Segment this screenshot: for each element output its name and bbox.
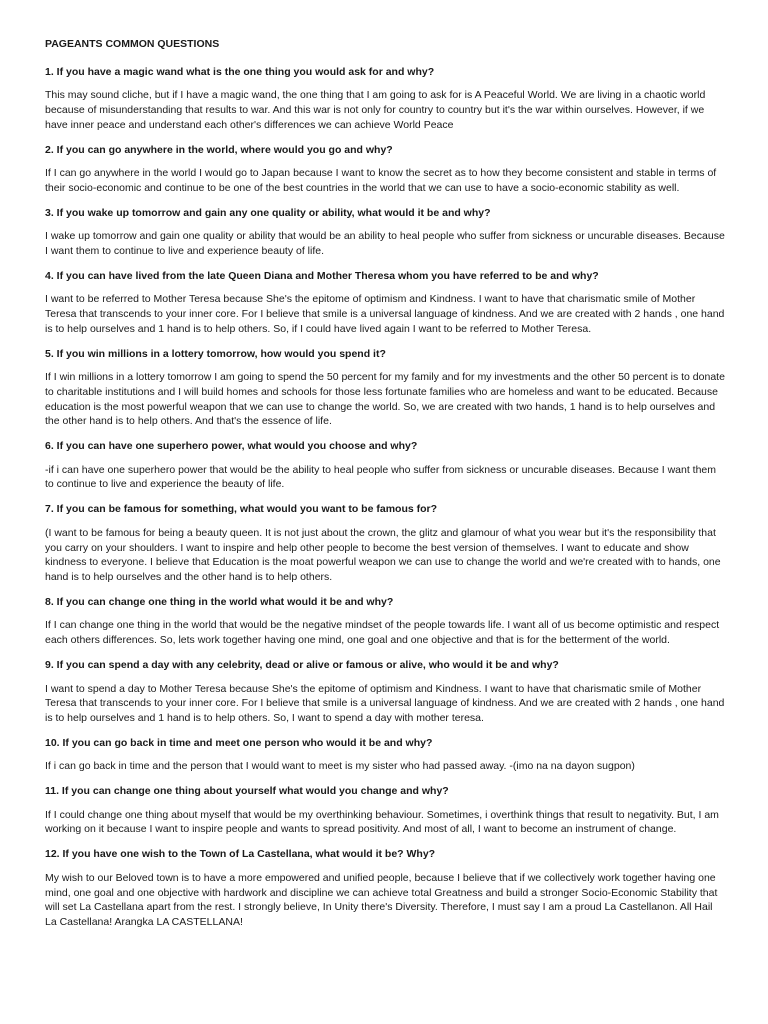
qa-item [45,143,725,196]
answer-text: If i can go back in time and the person that I would want to meet is my sister who had passed away. -(imo na na dayon sugpon) [45,760,635,773]
answer-text: If I could change one thing about myself that would be my overthinking behaviour. Sometimes, i overthink things that result to negativity. But, I am working on it because I want to inspire people and wants to spread positivity. And most of all, I want to become an instrument of change. [45,808,719,836]
question-text: 1. If you have a magic wand what is the one thing you would ask for and why? [45,65,435,78]
qa-item [45,502,725,585]
answer-text: If I can change one thing in the world that would be the negative mindset of the people towards life. I want all of us become optimistic and respect each others differences. So, lets work together having one mind, one goal and one objective and that is for the betterment of the world. [45,619,720,647]
document-page [45,37,725,940]
answer-text: -if i can have one superhero power that would be the ability to heal people who suffer from sickness or uncurable diseases. Because I want them to continue to live and experience the beauty of life. [45,463,717,491]
document-title: PAGEANTS COMMON QUESTIONS [45,38,220,50]
question-text: 7. If you can be famous for something, what would you want to be famous for? [45,503,438,516]
qa-item [45,347,725,430]
answer-text: I want to be referred to Mother Teresa because She's the epitome of optimism and Kindness. I want to have that charismatic smile of Mother Teresa that transcends to your inner core. For I believe that smile is a universal language of kindness. And we are created with 2 hands , one hand is to help ourselves and 1 hand is to help others. So, if I could have lived again I want to be referred to Mother Teresa. [45,293,725,335]
qa-item [45,269,725,337]
question-text: 12. If you have one wish to the Town of La Castellana, what would it be? Why? [45,848,436,861]
question-text: 10. If you can go back in time and meet one person who would it be and why? [45,736,433,749]
answer-text: (I want to be famous for being a beauty queen. It is not just about the crown, the glitz and glamour of what you wear but it's the responsibility that you carry on your shoulders. I want to inspire and help other people to become the best version of themselves. I want to educate and show kindness to everyone. I believe that Education is the moat powerful weapon we can use to change the world and we're created with to hands, one hand is to help ourselves and the other hand is to help others. [45,526,721,583]
answer-text: My wish to our Beloved town is to have a more empowered and unified people, because I believe that if we collectively work together having one mind, one goal and one objective with hardwork and discipline we can achieve total Greatness and build a stronger Socio-Economic Stability that will set La Castellana apart from the rest. I strongly believe, In Unity there's Diversity. Therefore, I must say I am a proud La Castellanon. All Hail La Castellana! Arangka LA CASTELLANA! [45,871,718,928]
answer-text: If I win millions in a lottery tomorrow I am going to spend the 50 percent for my family and for my investments and the other 50 percent is to donate to charitable institutions and I will build homes and schools for those less fortunate families who are homeless and want to be educated. Because education is the most powerful weapon that we can use to change the world. So, we are created with two hands, 1 hand is to help ourselves and the other hand is to help others. And that's the essence of life. [45,371,725,428]
answer-text: I want to spend a day to Mother Teresa because She's the epitome of optimism and Kindness. I want to have that charismatic smile of Mother Teresa that transcends to your inner core. For I believe that smile is a universal language of kindness. And we are created with 2 hands , one hand is to help ourselves and 1 hand is to help others. So, I want to spend a day with mother teresa. [45,682,725,724]
question-text: 5. If you win millions in a lottery tomorrow, how would you spend it? [45,347,386,360]
question-text: 8. If you can change one thing in the world what would it be and why? [45,595,394,608]
answer-text: If I can go anywhere in the world I would go to Japan because I want to know the secret as to how they become consistent and stable in terms of their socio-economic and continue to be one of the best countries in the world that we can use to have a socio-economic stability as well. [45,167,717,194]
qa-item [45,784,725,837]
question-text: 4. If you can have lived from the late Queen Diana and Mother Theresa whom you have referred to be and why? [45,269,599,282]
qa-item [45,595,725,648]
qa-item [45,847,725,930]
qa-item [45,439,725,492]
answer-text: This may sound cliche, but if I have a magic wand, the one thing that I am going to ask for is A Peaceful World. We are living in a chaotic world because of misunderstanding that results to war. And this war is not only for country to country but it's the war within ourselves. However, if we have inner peace and understand each other's differences we can achieve World Peace [45,89,706,131]
qa-item [45,658,725,726]
question-text: 3. If you wake up tomorrow and gain any one quality or ability, what would it be and why? [45,206,491,219]
question-text: 6. If you can have one superhero power, what would you choose and why? [45,440,418,453]
answer-text: I wake up tomorrow and gain one quality or ability that would be an ability to heal people who suffer from sickness or uncurable diseases. Because I want them to continue to live and experience beauty of life. [45,230,725,258]
qa-item [45,206,725,259]
question-text: 11. If you can change one thing about yourself what would you change and why? [45,785,449,798]
question-text: 2. If you can go anywhere in the world, where would you go and why? [45,143,393,156]
question-text: 9. If you can spend a day with any celebrity, dead or alive or famous or alive, who would it be and why? [45,658,559,671]
qa-item [45,736,725,774]
qa-item [45,65,725,133]
